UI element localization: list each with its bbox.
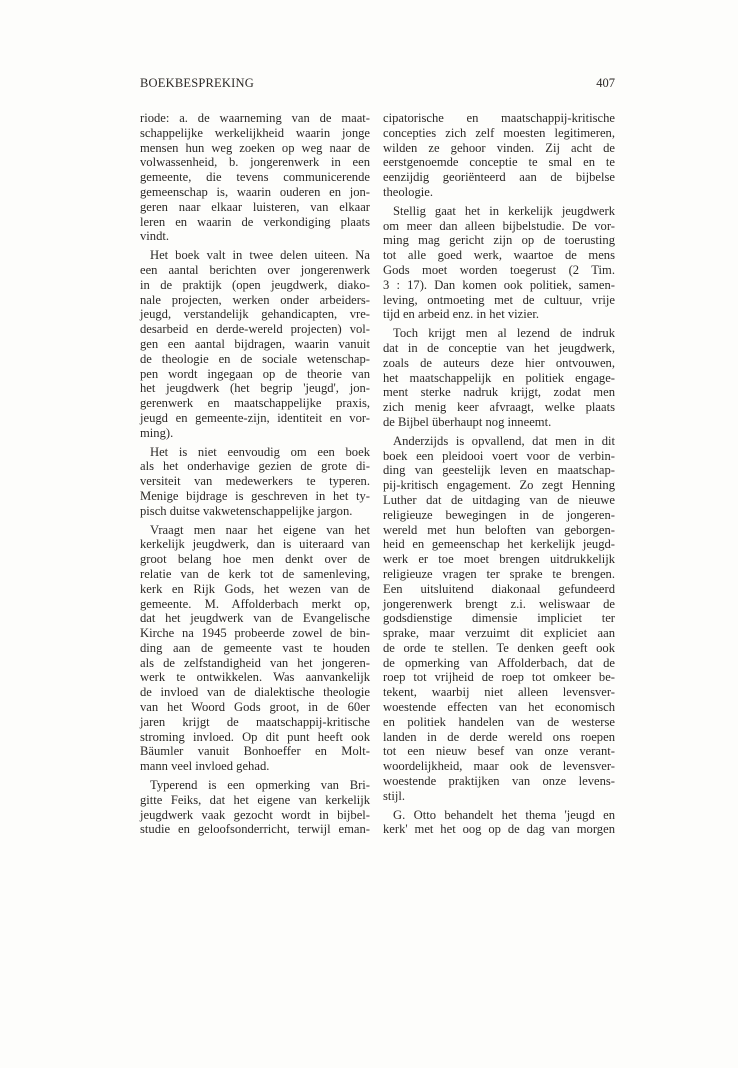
text-line: kerk en Rijk Gods, het wezen van de xyxy=(140,581,370,596)
paragraph xyxy=(140,248,370,440)
text-line: zoals de auteurs deze hier ontvouwen, xyxy=(383,355,615,370)
text-line: volwassenheid, b. jongerenwerk in een xyxy=(140,155,370,170)
text-column-right xyxy=(383,111,615,841)
text-line: zich menig keer afvraagt, welke plaats xyxy=(383,400,615,415)
text-line: groot belang hoe men denkt over de xyxy=(140,552,370,567)
text-line: relatie van de kerk tot de samenleving, xyxy=(140,566,370,581)
text-line: Gods moet worden toegerust (2 Tim. xyxy=(383,262,615,277)
text-line: heid en gemeenschap het kerkelijk jeugd- xyxy=(383,537,615,552)
text-line: de orde te stellen. Te denken geeft ook xyxy=(383,640,615,655)
text-line: eenzijdig georiënteerd aan de bijbelse xyxy=(383,170,615,185)
paragraph xyxy=(140,111,370,244)
text-line: Vraagt men naar het eigene van het xyxy=(150,522,370,537)
text-line: jeugd, verstandelijk gehandicapten, vre- xyxy=(140,307,370,322)
text-line: religieuze bewegingen in de jongeren- xyxy=(383,507,615,522)
text-line: als het onderhavige gezien de grote di- xyxy=(140,459,370,474)
text-line: Bäumler vanuit Bonhoeffer en Molt- xyxy=(140,744,370,759)
text-line: het maatschappelijk en politiek engage- xyxy=(383,370,615,385)
text-line: tot een nieuw besef van onze verant- xyxy=(383,744,615,759)
paragraph xyxy=(383,434,615,804)
text-line: Een uitsluitend diakonaal gefundeerd xyxy=(383,581,615,596)
text-line: jaren krijgt de maatschappij-kritische xyxy=(140,714,370,729)
text-line: riode: a. de waarneming van de maat- xyxy=(140,111,370,125)
text-line: G. Otto behandelt het thema 'jeugd en xyxy=(393,807,615,822)
paragraph xyxy=(383,326,615,430)
text-line: Toch krijgt men al lezend de indruk xyxy=(393,326,615,341)
text-line: cipatorische en maatschappij-kritische xyxy=(383,111,615,125)
text-line: ming mag gericht zijn op de toerusting xyxy=(383,233,615,248)
paragraph xyxy=(140,445,370,519)
text-line: roep tot vrijheid de roep tot omkeer be- xyxy=(383,670,615,685)
text-line: ment sterke nadruk krijgt, zodat men xyxy=(383,385,615,400)
text-line: versiteit van medewerkers te typeren. xyxy=(140,474,370,489)
text-line: Het is niet eenvoudig om een boek xyxy=(150,444,370,459)
text-line: 3 : 17). Dan komen ook politiek, samen- xyxy=(383,277,615,292)
paragraph xyxy=(383,111,615,200)
page-number: 407 xyxy=(596,76,615,90)
text-line: woordelijkheid, maar ook de levensver- xyxy=(383,759,615,774)
text-line: jeugd en gemeente-zijn, identiteit en vor- xyxy=(140,410,370,425)
text-line: tot alle goed werk, waartoe de mens xyxy=(383,248,615,263)
text-line: als de zelfstandigheid van het jongeren- xyxy=(140,655,370,670)
text-line: om meer dan alleen bijbelstudie. De vor- xyxy=(383,218,615,233)
text-line: gitte Feiks, dat het eigene van kerkelijk xyxy=(140,792,370,807)
text-line: woestende effecten van het economisch xyxy=(383,700,615,715)
text-line: gerenwerk en maatschappelijke praxis, xyxy=(140,396,370,411)
text-line: gemeente, die tevens communicerende xyxy=(140,170,370,185)
text-line: leving, ontmoeting met de cultuur, vrije xyxy=(383,292,615,307)
text-line: kerk' met het oog op de dag van morgen xyxy=(383,822,615,837)
text-line: studie en geloofsonderricht, terwijl eman- xyxy=(140,822,370,837)
text-line: werk er toe moet brengen uitdrukkelijk xyxy=(383,552,615,567)
text-line: pij-kritisch engagement. Zo zegt Henning xyxy=(383,478,615,493)
running-head xyxy=(140,76,615,92)
text-line: woestende praktijken van onze levens- xyxy=(383,774,615,789)
text-line: landen in de derde wereld ons roepen xyxy=(383,729,615,744)
text-line: stijl. xyxy=(383,788,406,803)
text-line: boek een pleidooi voert voor de verbin- xyxy=(383,448,615,463)
paragraph xyxy=(140,778,370,837)
text-line: sprake, maar verzuimt dit expliciet aan xyxy=(383,626,615,641)
text-line: Luther dat de uitdaging van de nieuwe xyxy=(383,492,615,507)
text-line: Het boek valt in twee delen uiteen. Na xyxy=(150,248,370,263)
text-line: nale projecten, werken onder arbeiders- xyxy=(140,292,370,307)
section-title: BOEKBESPREKING xyxy=(140,76,254,90)
paragraph xyxy=(383,808,615,838)
text-line: religieuze vragen ter sprake te brengen. xyxy=(383,566,615,581)
text-column-left xyxy=(140,111,370,841)
text-line: jongerenwerk brengt z.i. weliswaar de xyxy=(383,596,615,611)
text-line: de Bijbel überhaupt nog inneemt. xyxy=(383,414,552,429)
text-line: Kirche na 1945 probeerde zowel de bin- xyxy=(140,626,370,641)
text-line: theologie. xyxy=(383,184,434,199)
text-line: de opmerking van Affolderbach, dat de xyxy=(383,655,615,670)
text-line: Menige bijdrage is geschreven in het ty- xyxy=(140,488,370,503)
text-line: een aantal berichten over jongerenwerk xyxy=(140,262,370,277)
text-line: gen een aantal bijdragen, waarin vanuit xyxy=(140,336,370,351)
text-line: tijd en arbeid enz. in het vizier. xyxy=(383,307,539,322)
text-line: concepties zich zelf moesten legitimeren, xyxy=(383,125,615,140)
text-line: kerkelijk jeugdwerk, dan is uiteraard van xyxy=(140,537,370,552)
text-line: leren en waarin de verkondiging plaats xyxy=(140,214,370,229)
text-line: de theologie en de sociale wetenschap- xyxy=(140,351,370,366)
text-line: pen wordt ingegaan op de theorie van xyxy=(140,366,370,381)
text-line: pisch duitse vakwetenschappelijke jargon. xyxy=(140,503,353,518)
text-line: ding aan de gemeente vast te houden xyxy=(140,640,370,655)
text-line: ming). xyxy=(140,425,174,440)
text-line: wereld met hun beloften van geborgen- xyxy=(383,522,615,537)
text-line: Typerend is een opmerking van Bri- xyxy=(150,778,370,793)
text-line: tekent, waarbij niet alleen levensver- xyxy=(383,685,615,700)
text-line: Anderzijds is opvallend, dat men in dit xyxy=(393,433,615,448)
text-line: ding van geestelijk leven en maatschap- xyxy=(383,463,615,478)
paragraph xyxy=(140,523,370,775)
text-line: eerstgenoemde conceptie te smal en te xyxy=(383,155,615,170)
text-line: en politiek handelen van de westerse xyxy=(383,714,615,729)
text-line: desarbeid en derde-wereld projecten) vol- xyxy=(140,322,370,337)
text-line: jeugdwerk vaak gezocht wordt in bijbel- xyxy=(140,807,370,822)
text-line: vindt. xyxy=(140,229,170,244)
text-line: dat in de conceptie van het jeugdwerk, xyxy=(383,340,615,355)
paragraph xyxy=(383,204,615,322)
text-line: gemeente. M. Affolderbach merkt op, xyxy=(140,596,370,611)
text-line: geren naar elkaar luisteren, van elkaar xyxy=(140,199,370,214)
text-line: stroming invloed. Op dit punt heeft ook xyxy=(140,729,370,744)
text-line: mann veel invloed gehad. xyxy=(140,759,270,774)
text-line: werk te ontwikkelen. Was aanvankelijk xyxy=(140,670,370,685)
text-line: dat het jeugdwerk van de Evangelische xyxy=(140,611,370,626)
text-line: de invloed van de dialektische theologie xyxy=(140,685,370,700)
text-line: het jeugdwerk (het begrip 'jeugd', jon- xyxy=(140,381,370,396)
text-line: Stellig gaat het in kerkelijk jeugdwerk xyxy=(393,203,615,218)
text-line: in de praktijk (open jeugdwerk, diako- xyxy=(140,277,370,292)
text-line: schappelijke werkelijkheid waarin jonge xyxy=(140,125,370,140)
text-line: wilden ze gehoor vinden. Zij acht de xyxy=(383,140,615,155)
text-line: mensen hun weg zoeken op weg naar de xyxy=(140,140,370,155)
text-line: van het Woord Gods groot, in de 60er xyxy=(140,700,370,715)
text-line: godsdienstige dimensie impliciet ter xyxy=(383,611,615,626)
text-line: gemeenschap is, waarin ouderen en jon- xyxy=(140,184,370,199)
